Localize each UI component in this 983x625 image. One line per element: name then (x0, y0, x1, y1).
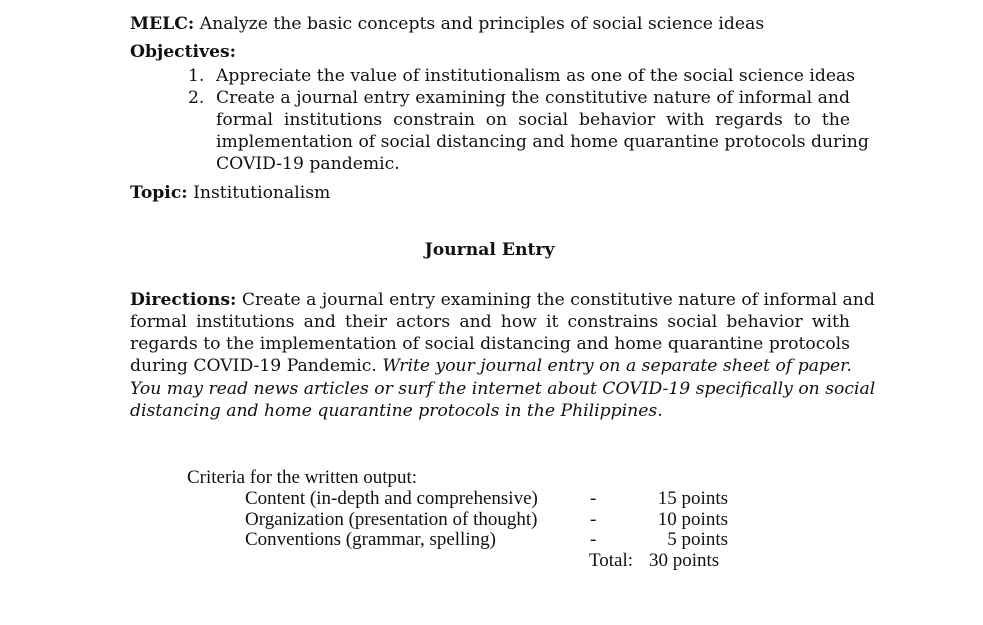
criteria-points-conventions: 5 points (667, 529, 728, 550)
directions-italic-1: Write your journal entry on a separate sheet of paper. (382, 356, 852, 376)
objective-2-line-4: COVID-19 pandemic. (216, 154, 400, 174)
melc-text: Analyze the basic concepts and principles of social science ideas (199, 14, 765, 34)
objectives-label: Objectives: (130, 42, 237, 62)
objective-1-line-1: Appreciate the value of institutionalism as one of the social science ideas (216, 66, 856, 86)
criteria-total-points: 30 points (649, 550, 720, 571)
criteria-name-content: Content (in-depth and comprehensive) (245, 488, 538, 509)
objective-2-line-3: implementation of social distancing and home quarantine protocols during (216, 132, 869, 152)
criteria-title: Criteria for the written output: (187, 467, 418, 488)
directions-text-1: Create a journal entry examining the constitutive nature of informal and (241, 290, 875, 310)
directions-line-2: formal institutions and their actors and how it constrains social behavior with (130, 312, 850, 332)
directions-label: Directions: (130, 290, 237, 310)
criteria-name-organization: Organization (presentation of thought) (245, 509, 538, 530)
criteria-points-content: 15 points (657, 488, 728, 509)
criteria-dash-conventions: - (590, 529, 597, 550)
topic-line (130, 182, 330, 204)
directions-italic-2: You may read news articles or surf the internet about COVID-19 specifically on social (130, 379, 876, 399)
directions-line-4 (130, 355, 850, 377)
topic-text: Institutionalism (193, 183, 331, 203)
melc-label: MELC: (130, 14, 195, 34)
criteria-dash-content: - (590, 488, 597, 509)
criteria-total-label: Total: (589, 550, 634, 571)
objective-number-1: 1. (188, 66, 205, 86)
objective-number-2: 2. (188, 88, 205, 108)
directions-line-3: regards to the implementation of social distancing and home quarantine protocols (130, 334, 850, 354)
melc-line (130, 13, 764, 35)
criteria-name-conventions: Conventions (grammar, spelling) (245, 529, 496, 550)
section-heading: Journal Entry (424, 240, 555, 260)
directions-text-4: during COVID-19 Pandemic. (130, 356, 377, 376)
criteria-dash-organization: - (590, 509, 597, 530)
criteria-points-organization: 10 points (657, 509, 728, 530)
objective-2-line-1: Create a journal entry examining the constitutive nature of informal and (216, 88, 850, 108)
objective-2-line-2: formal institutions constrain on social behavior with regards to the (216, 110, 850, 130)
directions-line-1 (130, 289, 875, 311)
topic-label: Topic: (130, 183, 188, 203)
directions-italic-3: distancing and home quarantine protocols in the Philippines. (130, 401, 663, 421)
